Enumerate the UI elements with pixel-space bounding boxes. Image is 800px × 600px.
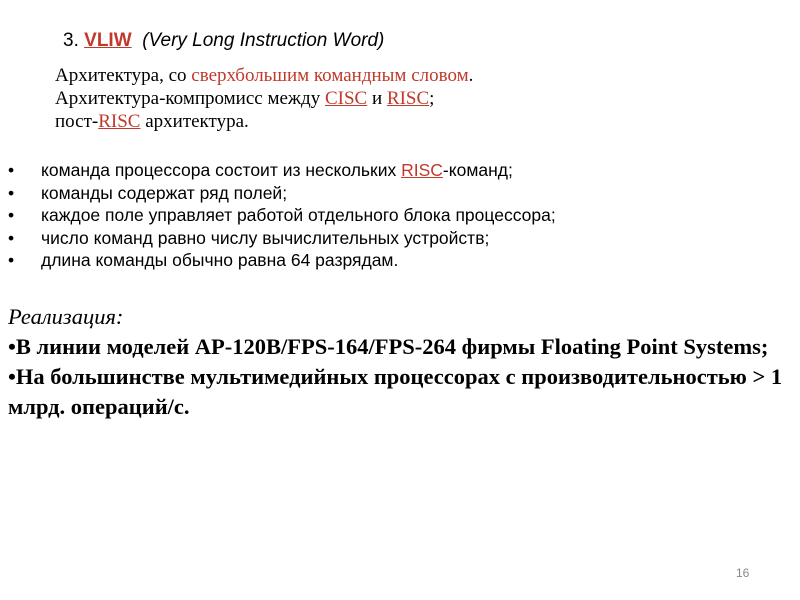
risc-link: RISC xyxy=(386,88,430,109)
definition-text: пост- xyxy=(55,111,99,132)
implementation-item-2: •На большинстве мультимедийных процессорах с производительностью > 1 млрд. операций/с. xyxy=(8,364,783,419)
definition-line-3 xyxy=(55,110,473,133)
definition-text: Архитектура-компромисс между xyxy=(55,88,325,109)
implementation-heading: Реализация: xyxy=(8,304,124,329)
list-item xyxy=(8,204,556,227)
list-item xyxy=(8,249,556,272)
risc-link: RISC xyxy=(401,160,443,180)
cisc-link: CISC xyxy=(324,88,368,109)
heading-number: 3. xyxy=(63,30,79,51)
list-item xyxy=(8,227,556,250)
list-item-text: каждое поле управляет работой отдельного блока процессора; xyxy=(41,205,556,225)
features-list xyxy=(8,159,556,272)
definition-line-2 xyxy=(55,87,473,110)
list-item xyxy=(8,182,556,205)
definition-text: архитектура. xyxy=(140,111,249,132)
definitions-block xyxy=(55,64,473,133)
definition-line-1 xyxy=(55,64,473,87)
slide-heading xyxy=(63,30,384,52)
list-item xyxy=(8,159,556,182)
definition-text: и xyxy=(367,88,387,109)
list-item-text: команда процессора состоит из нескольких xyxy=(41,160,402,180)
heading-expansion: (Very Long Instruction Word) xyxy=(142,30,385,51)
risc-link: RISC xyxy=(98,111,141,132)
definition-text: Архитектура, со xyxy=(55,65,192,86)
definition-highlight: сверхбольшим командным словом xyxy=(191,65,469,86)
list-item-text: длина команды обычно равна 64 разрядам. xyxy=(41,250,399,270)
implementation-block xyxy=(8,302,788,422)
page-number: 16 xyxy=(736,566,750,580)
list-item-text: -команд; xyxy=(442,160,513,180)
definition-text: . xyxy=(468,65,474,86)
list-item-text: число команд равно числу вычислительных устройств; xyxy=(41,227,490,248)
definition-text: ; xyxy=(429,88,435,109)
heading-term: VLIW xyxy=(84,30,132,51)
list-item-text: команды содержат ряд полей; xyxy=(41,182,288,203)
implementation-item-1: •В линии моделей AP-120B/FPS-164/FPS-264 фирмы Floating Point Systems; xyxy=(8,334,769,359)
